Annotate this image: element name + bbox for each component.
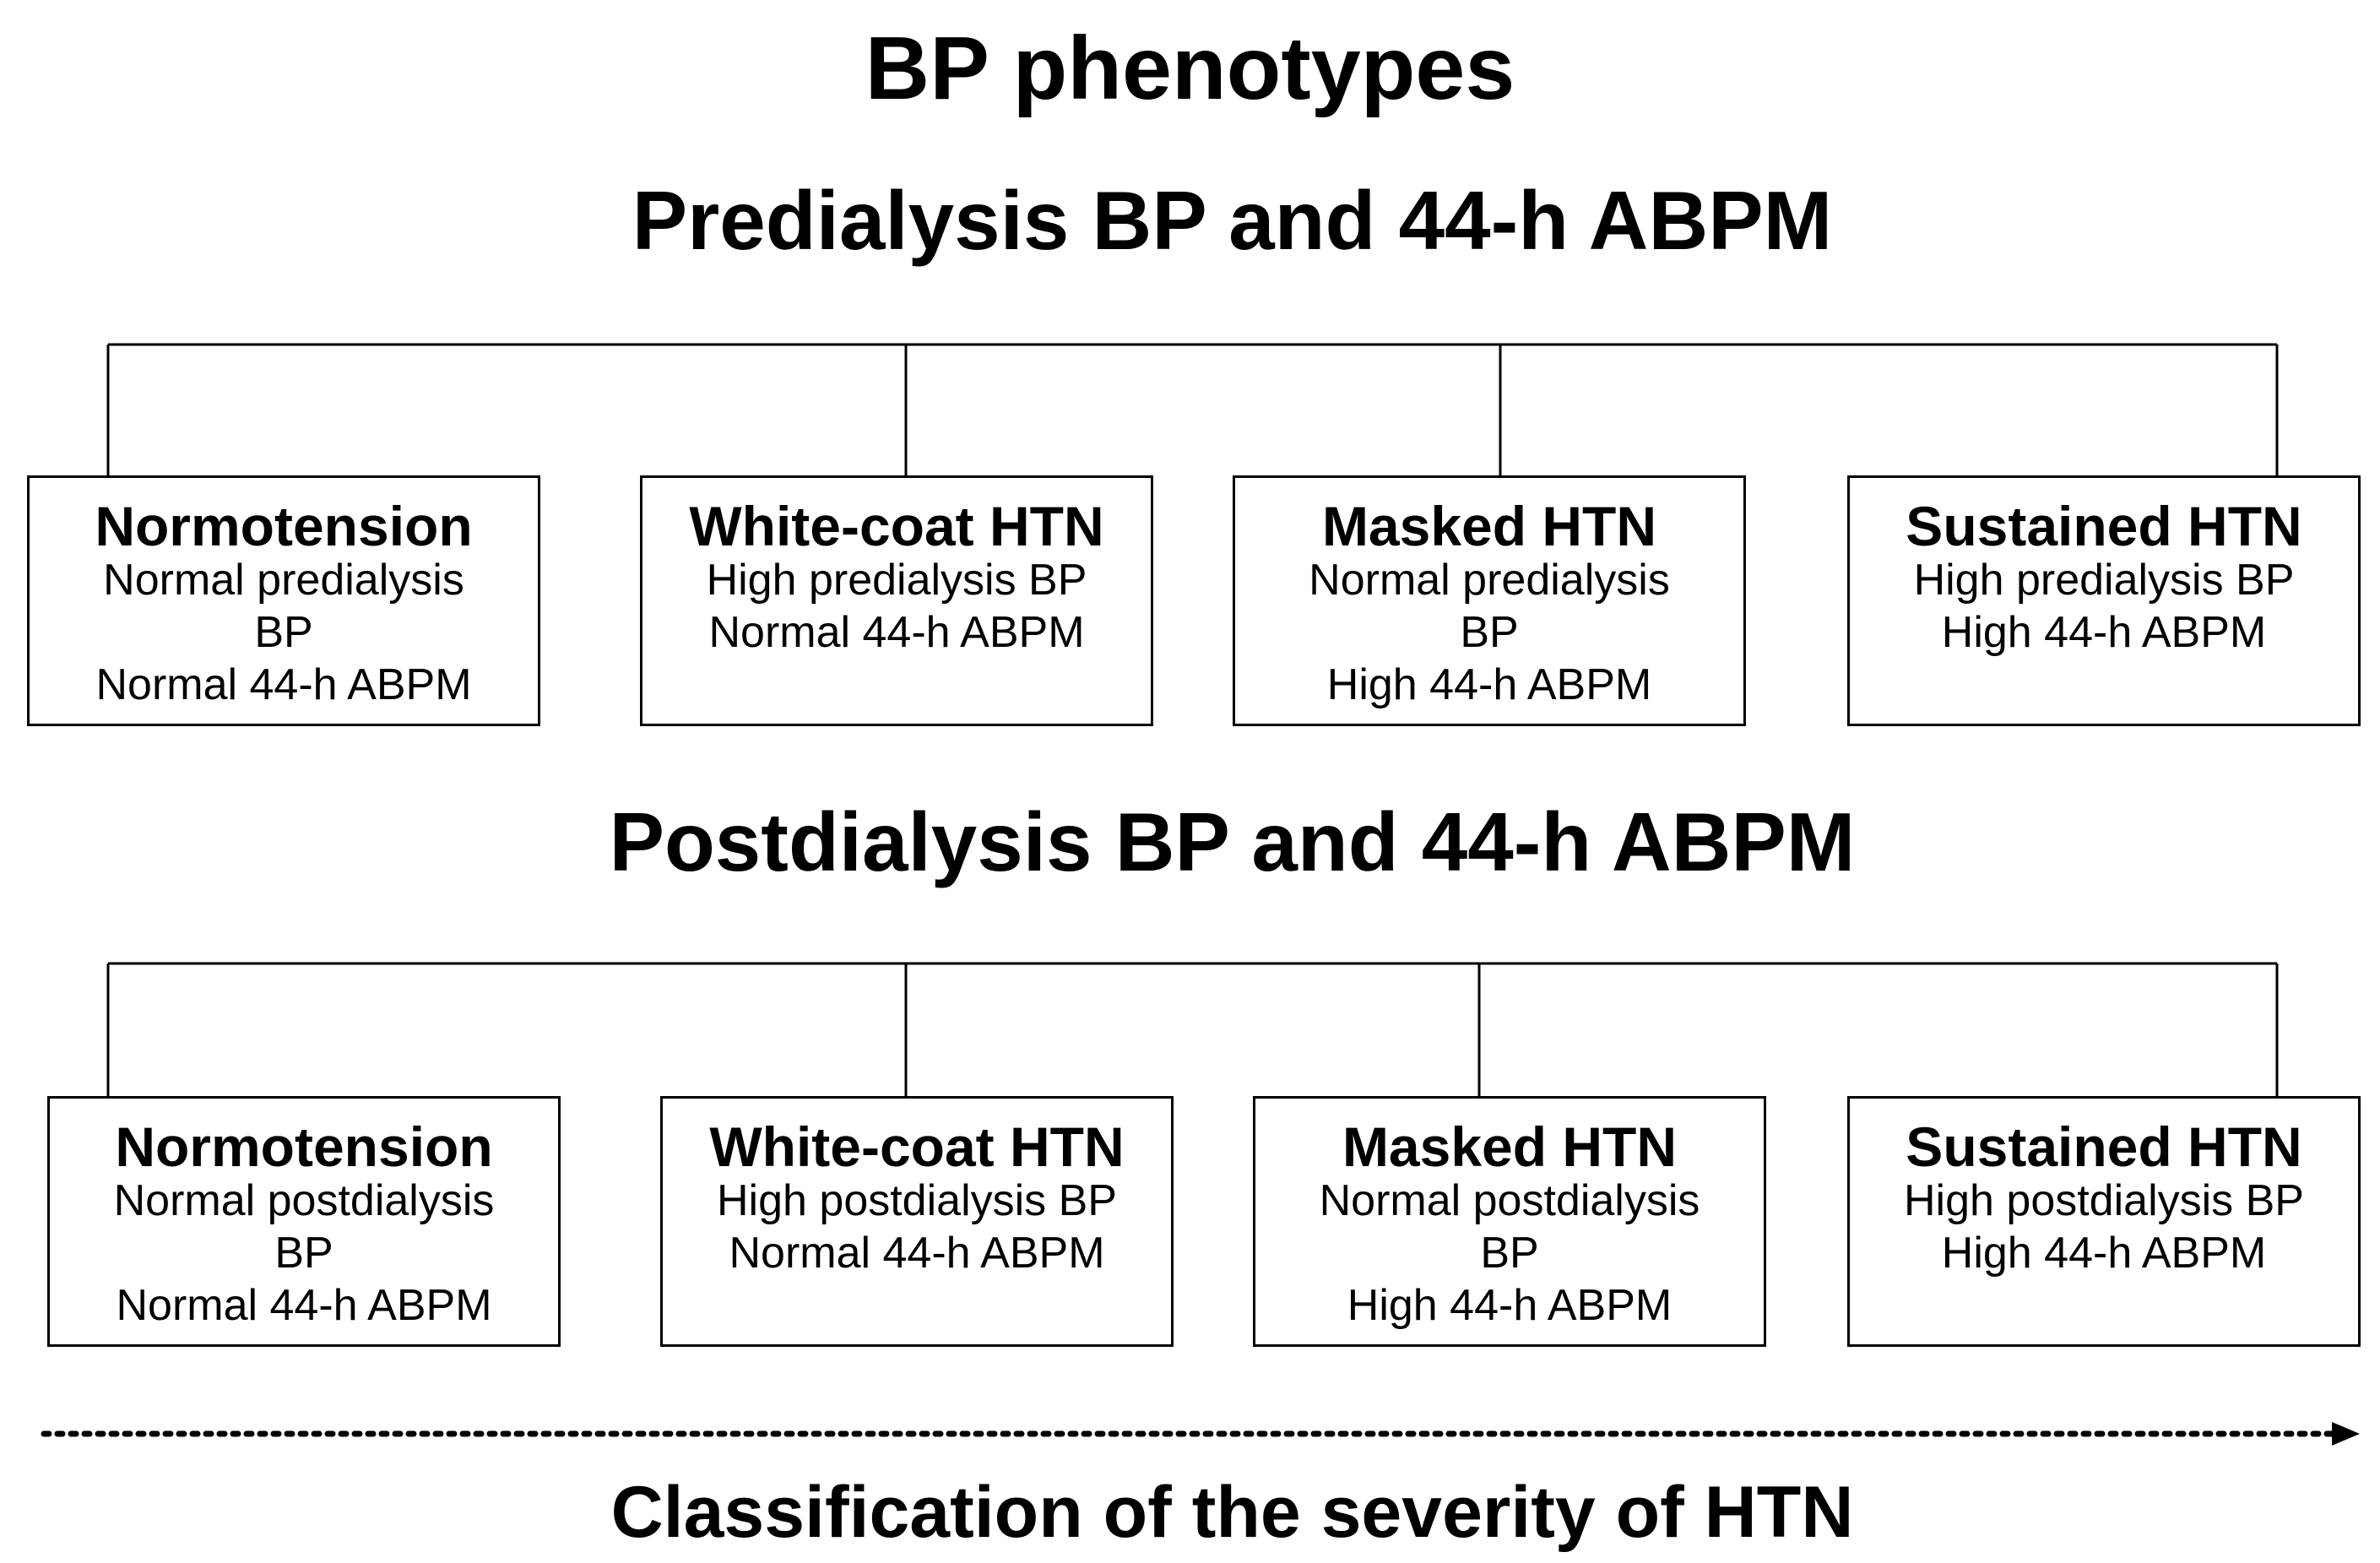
postdialysis-section-title: Postdialysis BP and 44-h ABPM	[609, 795, 1856, 888]
box-line: Normal predialysis	[103, 556, 464, 605]
severity-arrow	[44, 1422, 2360, 1446]
postdialysis-white-coat-box	[660, 1096, 1174, 1347]
box-title: Sustained HTN	[1906, 1115, 2302, 1178]
box-line: High postdialysis BP	[1904, 1176, 2304, 1225]
box-line: BP	[274, 1229, 333, 1278]
box-title: Sustained HTN	[1906, 495, 2302, 557]
box-title: Normotension	[115, 1115, 493, 1178]
box-line: Normal 44-h ABPM	[116, 1281, 492, 1330]
postdialysis-masked-box	[1253, 1096, 1766, 1347]
box-line: High 44-h ABPM	[1347, 1281, 1673, 1330]
predialysis-normotension-box	[27, 475, 540, 726]
box-line: High postdialysis BP	[717, 1176, 1117, 1225]
predialysis-section-title: Predialysis BP and 44-h ABPM	[632, 174, 1833, 267]
box-line: High 44-h ABPM	[1326, 660, 1652, 709]
box-line: High predialysis BP	[1913, 556, 2295, 605]
box-title: White-coat HTN	[689, 495, 1104, 557]
box-title: Masked HTN	[1321, 495, 1657, 557]
box-line: BP	[1480, 1229, 1539, 1278]
box-line: Normal 44-h ABPM	[708, 608, 1085, 657]
box-line: Normal predialysis	[1309, 556, 1670, 605]
postdialysis-normotension-box	[47, 1096, 561, 1347]
box-title: White-coat HTN	[709, 1115, 1125, 1178]
predialysis-tree-connector	[108, 345, 2277, 475]
box-line: Normal postdialysis	[113, 1176, 495, 1225]
box-line: Normal 44-h ABPM	[729, 1229, 1105, 1278]
postdialysis-sustained-box	[1847, 1096, 2361, 1347]
box-line: Normal postdialysis	[1319, 1176, 1700, 1225]
box-line: High 44-h ABPM	[1941, 1229, 2267, 1278]
box-title: Normotension	[95, 495, 473, 557]
box-line: BP	[1460, 608, 1519, 657]
predialysis-masked-box	[1233, 475, 1746, 726]
box-line: BP	[254, 608, 313, 657]
severity-classification-label: Classification of the severity of HTN	[610, 1472, 1854, 1553]
box-title: Masked HTN	[1342, 1115, 1678, 1178]
postdialysis-tree-connector	[108, 963, 2277, 1096]
predialysis-sustained-box	[1847, 475, 2361, 726]
diagram-title: BP phenotypes	[865, 19, 1515, 118]
box-line: High 44-h ABPM	[1941, 608, 2267, 657]
box-line: Normal 44-h ABPM	[95, 660, 472, 709]
box-line: High predialysis BP	[706, 556, 1087, 605]
predialysis-white-coat-box	[640, 475, 1153, 726]
